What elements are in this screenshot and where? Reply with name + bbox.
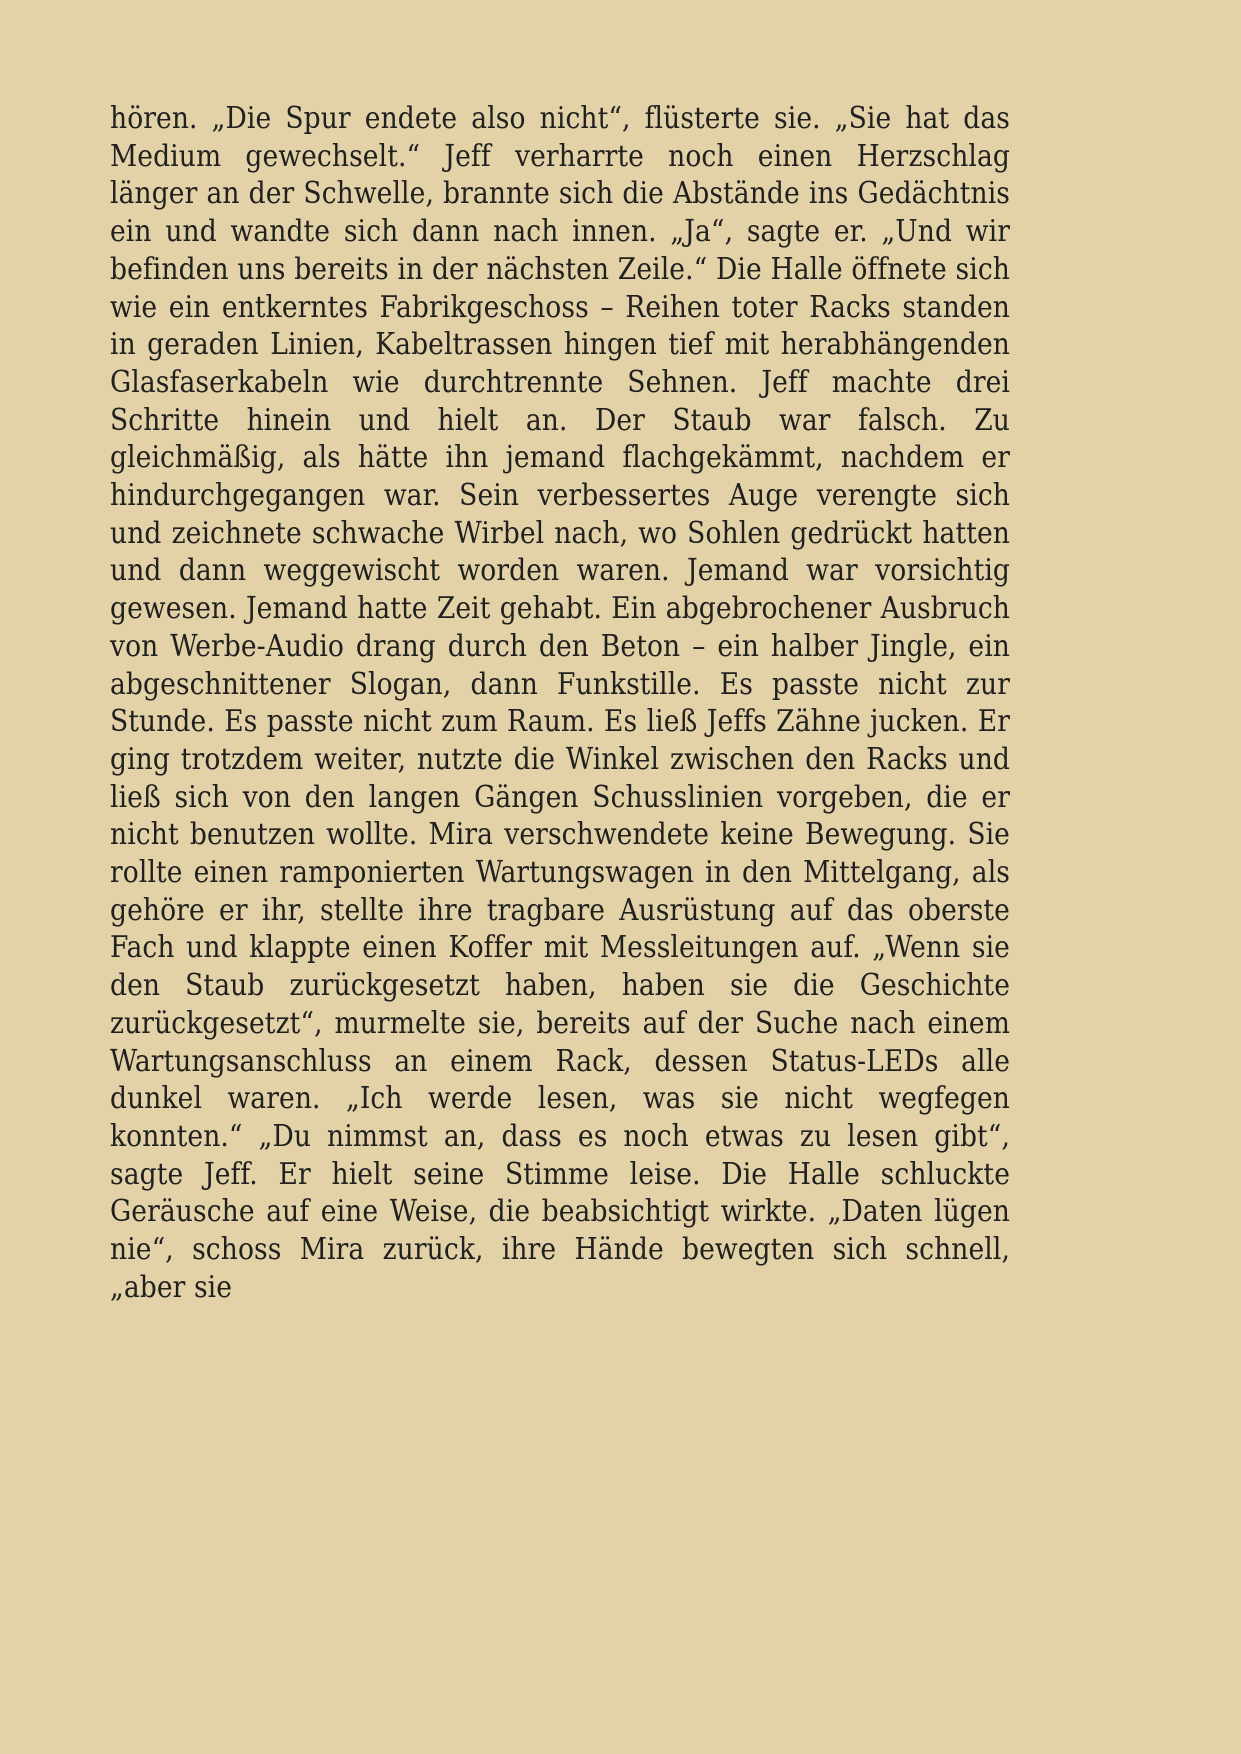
body-text-column (110, 100, 1010, 1307)
body-paragraph: hören. „Die Spur endete also nicht“, flüsterte sie. „Sie hat das Medium gewechselt.“ Jeff verharrte noch einen Herzschlag länger an der Schwelle, brannte sich die Abstände ins Gedächtnis ein und wandte sich dann nach innen. „Ja“, sagte er. „Und wir befinden uns bereits in der nächsten Zeile.“ Die Halle öffnete sich wie ein entkerntes Fabrikgeschoss – Reihen toter Racks standen in geraden Linien, Kabeltrassen hingen tief mit herabhängenden Glasfaserkabeln wie durchtrennte Sehnen. Jeff machte drei Schritte hinein und hielt an. Der Staub war falsch. Zu gleichmäßig, als hätte ihn jemand flachgekämmt, nachdem er hindurchgegangen war. Sein verbessertes Auge verengte sich und zeichnete schwache Wirbel nach, wo Sohlen gedrückt hatten und dann weggewischt worden waren. Jemand war vorsichtig gewesen. Jemand hatte Zeit gehabt. Ein abgebrochener Ausbruch von Werbe-Audio drang durch den Beton – ein halber Jingle, ein abgeschnittener Slogan, dann Funkstille. Es passte nicht zur Stunde. Es passte nicht zum Raum. Es ließ Jeffs Zähne jucken. Er ging trotzdem weiter, nutzte die Winkel zwischen den Racks und ließ sich von den langen Gängen Schusslinien vorgeben, die er nicht benutzen wollte. Mira verschwendete keine Bewegung. Sie rollte einen ramponierten Wartungswagen in den Mittelgang, als gehöre er ihr, stellte ihre tragbare Ausrüstung auf das oberste Fach und klappte einen Koffer mit Messleitungen auf. „Wenn sie den Staub zurückgesetzt haben, haben sie die Geschichte zurückgesetzt“, murmelte sie, bereits auf der Suche nach einem Wartungsanschluss an einem Rack, dessen Status-LEDs alle dunkel waren. „Ich werde lesen, was sie nicht wegfegen konnten.“ „Du nimmst an, dass es noch etwas zu lesen gibt“, sagte Jeff. Er hielt seine Stimme leise. Die Halle schluckte Geräusche auf eine Weise, die beabsichtigt wirkte. „Daten lügen nie“, schoss Mira zurück, ihre Hände bewegten sich schnell, „aber sie (110, 101, 1010, 1304)
